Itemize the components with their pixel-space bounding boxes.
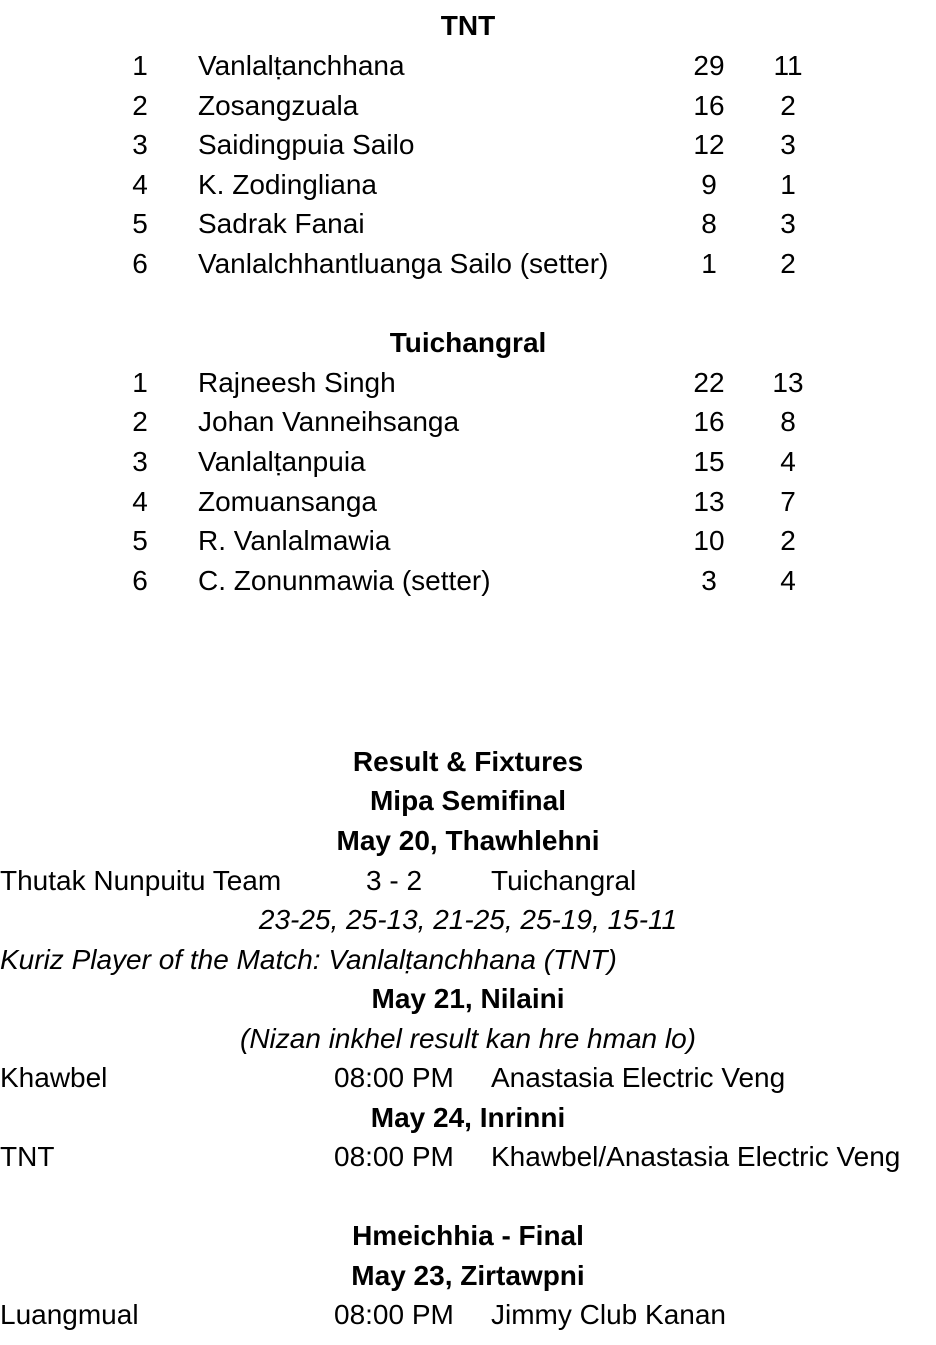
- player-stat-a: 15: [693, 446, 725, 477]
- player-stat-a: 10: [693, 525, 725, 556]
- table-row: [0, 482, 936, 522]
- home-team: Luangmual: [0, 1299, 139, 1330]
- table-row: [0, 521, 936, 561]
- player-number: 3: [132, 446, 148, 477]
- table-row: [0, 442, 936, 482]
- player-name: Zosangzuala: [198, 90, 359, 121]
- away-team: Anastasia Electric Veng: [491, 1062, 786, 1093]
- player-name: Johan Vanneihsanga: [198, 406, 460, 437]
- player-stat-b: 7: [780, 486, 796, 517]
- match-date: May 24, Inrinni: [370, 1102, 566, 1133]
- table-row: [0, 363, 936, 403]
- table-row: [0, 244, 936, 284]
- player-stat-b: 4: [780, 565, 796, 596]
- player-of-the-match: Kuriz Player of the Match: Vanlalṭanchhana (TNT): [0, 944, 617, 975]
- player-number: 2: [132, 90, 148, 121]
- fixture-row: [0, 1058, 936, 1098]
- player-stat-a: 22: [693, 367, 725, 398]
- player-stat-a: 9: [701, 169, 717, 200]
- match-result-row: [0, 861, 936, 901]
- table-row: [0, 125, 936, 165]
- away-team: Khawbel/Anastasia Electric Veng: [491, 1141, 901, 1172]
- match-date: May 21, Nilaini: [371, 983, 565, 1014]
- player-number: 5: [132, 525, 148, 556]
- player-stat-a: 1: [701, 248, 717, 279]
- player-stat-b: 2: [780, 525, 796, 556]
- player-name: K. Zodingliana: [198, 169, 378, 200]
- player-stat-b: 11: [773, 50, 803, 81]
- player-number: 4: [132, 486, 148, 517]
- match-time: 08:00 PM: [334, 1062, 454, 1093]
- player-stat-b: 3: [780, 129, 796, 160]
- table-row: [0, 86, 936, 126]
- table-row: [0, 402, 936, 442]
- player-name: Vanlalṭanpuia: [198, 446, 366, 477]
- player-stat-b: 13: [772, 367, 804, 398]
- player-number: 3: [132, 129, 148, 160]
- women-final-heading: Hmeichhia - Final: [352, 1220, 584, 1251]
- away-team: Tuichangral: [491, 865, 637, 896]
- player-stat-b: 8: [780, 406, 796, 437]
- player-name: Vanlalṭanchhana: [198, 50, 405, 81]
- player-stat-b: 2: [780, 90, 796, 121]
- player-stat-b: 2: [780, 248, 796, 279]
- player-stat-b: 1: [780, 169, 796, 200]
- match-date: May 20, Thawhlehni: [336, 825, 600, 856]
- player-number: 6: [132, 248, 148, 279]
- home-team: Khawbel: [0, 1062, 108, 1093]
- match-time: 08:00 PM: [334, 1299, 454, 1330]
- away-team: Jimmy Club Kanan: [491, 1299, 726, 1330]
- player-name: Zomuansanga: [198, 486, 378, 517]
- player-number: 5: [132, 208, 148, 239]
- table-row: [0, 46, 936, 86]
- player-stat-b: 4: [780, 446, 796, 477]
- result-note: (Nizan inkhel result kan hre hman lo): [240, 1023, 696, 1054]
- player-number: 1: [132, 50, 148, 81]
- fixture-row: [0, 1295, 936, 1335]
- player-name: Saidingpuia Sailo: [198, 129, 415, 160]
- fixture-row: [0, 1137, 936, 1177]
- player-stat-a: 16: [693, 90, 725, 121]
- player-number: 6: [132, 565, 148, 596]
- team-title-tnt: TNT: [440, 10, 496, 41]
- team-title-tuichangral: Tuichangral: [389, 327, 547, 358]
- player-stat-a: 13: [693, 486, 725, 517]
- player-name: R. Vanlalmawia: [198, 525, 391, 556]
- table-row: [0, 561, 936, 601]
- player-number: 4: [132, 169, 148, 200]
- player-name: Vanlalchhantluanga Sailo (setter): [198, 248, 609, 279]
- men-semifinal-heading: Mipa Semifinal: [369, 785, 567, 816]
- player-name: C. Zonunmawia (setter): [198, 565, 491, 596]
- player-stat-a: 8: [701, 208, 717, 239]
- table-row: [0, 204, 936, 244]
- match-time: 08:00 PM: [334, 1141, 454, 1172]
- player-number: 2: [132, 406, 148, 437]
- player-stat-a: 29: [693, 50, 725, 81]
- player-stat-a: 12: [693, 129, 725, 160]
- fixtures-heading: Result & Fixtures: [352, 746, 584, 777]
- player-number: 1: [132, 367, 148, 398]
- player-stat-b: 3: [780, 208, 796, 239]
- match-date: May 23, Zirtawpni: [351, 1260, 585, 1291]
- table-row: [0, 165, 936, 205]
- home-team: Thutak Nunpuitu Team: [0, 865, 282, 896]
- player-name: Sadrak Fanai: [198, 208, 365, 239]
- set-scores: 23-25, 25-13, 21-25, 25-19, 15-11: [258, 904, 678, 935]
- home-team: TNT: [0, 1141, 55, 1172]
- match-score: 3 - 2: [366, 865, 423, 896]
- player-name: Rajneesh Singh: [198, 367, 396, 398]
- player-stat-a: 16: [693, 406, 725, 437]
- player-stat-a: 3: [701, 565, 717, 596]
